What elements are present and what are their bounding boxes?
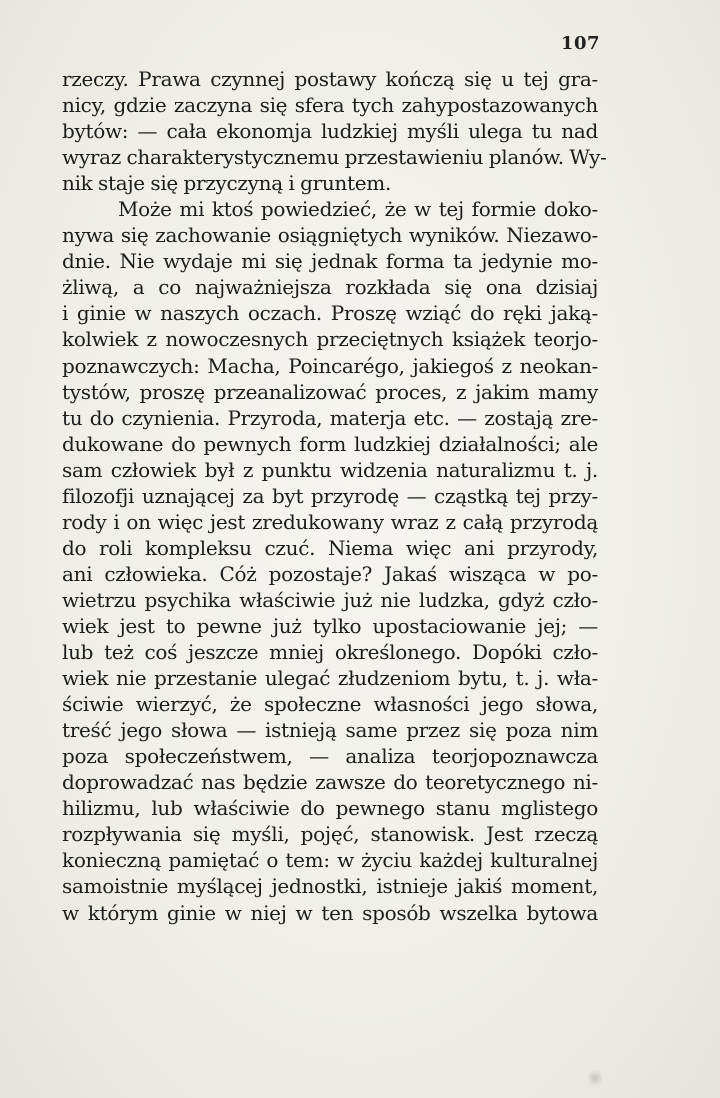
body-text <box>62 66 607 926</box>
text-line: do roli kompleksu czuć. Niema więc ani przyrody, <box>62 535 598 560</box>
paper-smudge <box>588 1068 602 1088</box>
text-line: bytów: — cała ekonomja ludzkiej myśli ulega tu nad <box>62 119 598 144</box>
text-line: sam człowiek był z punktu widzenia naturalizmu t. j. <box>62 457 598 482</box>
page-number: 107 <box>560 33 600 54</box>
text-line: lub też coś jeszcze mniej określonego. Dopóki czło- <box>62 640 598 665</box>
text-line: poza społeczeństwem, — analiza teorjopoznawcza <box>62 744 598 769</box>
text-line: treść jego słowa — istnieją same przez się poza nim <box>62 718 598 743</box>
text-line: rody i on więc jest zredukowany wraz z całą przyrodą <box>62 509 598 534</box>
text-line: ani człowieka. Cóż pozostaje? Jakaś wisząca w po- <box>62 561 598 586</box>
text-line: samoistnie myślącej jednostki, istnieje jakiś moment, <box>62 874 598 899</box>
paragraph-2 <box>62 196 598 925</box>
text-line: wiek nie przestanie ulegać złudzeniom bytu, t. j. wła- <box>62 666 598 691</box>
text-line: tystów, proszę przeanalizować proces, z jakim mamy <box>62 379 598 404</box>
text-line: wietrzu psychika właściwie już nie ludzka, gdyż czło- <box>62 587 598 612</box>
text-line: i ginie w naszych oczach. Proszę wziąć do ręki jaką- <box>62 301 598 326</box>
text-line: ściwie wierzyć, że społeczne własności jego słowa, <box>62 692 598 717</box>
text-line: kolwiek z nowoczesnych przeciętnych książek teorjo- <box>62 327 598 352</box>
text-line: tu do czynienia. Przyroda, materja etc. — zostają zre- <box>62 405 598 430</box>
text-line: nik staje się przyczyną i gruntem. <box>62 171 391 196</box>
text-line: rzeczy. Prawa czynnej postawy kończą się u tej gra- <box>62 67 598 91</box>
text-line: nywa się zachowanie osiągniętych wyników. Niezawo- <box>62 223 598 248</box>
text-line: nicy, gdzie zaczyna się sfera tych zahypostazowanych <box>62 93 598 118</box>
text-line: wiek jest to pewne już tylko upostaciowanie jej; — <box>62 613 598 638</box>
text-line: wyraz charakterystycznemu przestawieniu planów. Wy- <box>62 145 607 170</box>
text-line: filozofji uznającej za byt przyrodę — cząstką tej przy- <box>62 483 598 508</box>
paragraph-1 <box>62 66 607 196</box>
text-line: w którym ginie w niej w ten sposób wszelka bytowa <box>62 900 598 925</box>
text-line: hilizmu, lub właściwie do pewnego stanu mglistego <box>62 796 598 821</box>
text-line: rozpływania się myśli, pojęć, stanowisk. Jest rzeczą <box>62 822 598 847</box>
text-line: poznawczych: Macha, Poincarégo, jakiegoś z neokan- <box>62 353 598 378</box>
text-line: dnie. Nie wydaje mi się jednak forma ta jedynie mo- <box>62 249 598 274</box>
text-line: doprowadzać nas będzie zawsze do teoretycznego ni- <box>62 770 598 795</box>
text-line: konieczną pamiętać o tem: w życiu każdej kulturalnej <box>62 848 598 873</box>
text-line: żliwą, a co najważniejsza rozkłada się ona dzisiaj <box>62 275 598 300</box>
text-line: dukowane do pewnych form ludzkiej działalności; ale <box>62 431 598 456</box>
text-line: Może mi ktoś powiedzieć, że w tej formie doko- <box>118 197 598 222</box>
